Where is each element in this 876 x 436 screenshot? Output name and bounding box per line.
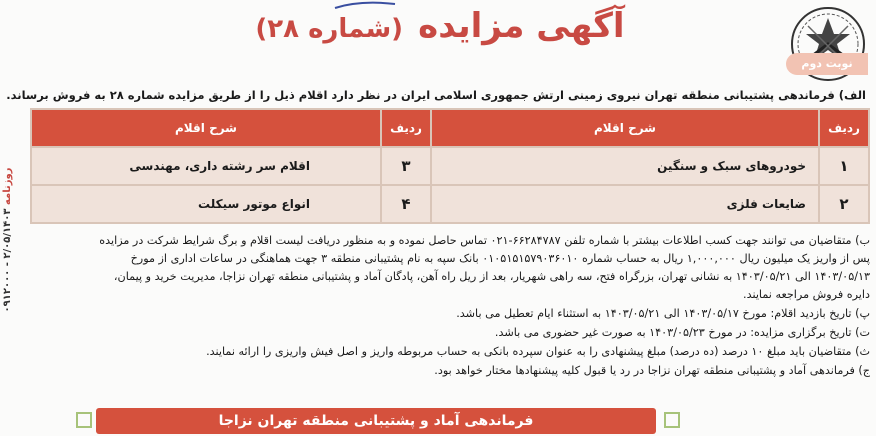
para-b-line-4: دایره فروش مراجعه نمایند. xyxy=(743,288,870,301)
para-t: ت) تاریخ برگزاری مزایده: در مورخ ۱۴۰۳/۰۵/۲۳ به صورت غیر حضوری می باشد. xyxy=(494,326,870,339)
row-1-no: ۱ xyxy=(820,148,868,184)
footer-deco-left xyxy=(76,412,92,428)
footer-deco-right xyxy=(664,412,680,428)
row-1-desc: خودروهای سبک و سنگین xyxy=(432,148,818,184)
items-table xyxy=(30,108,870,224)
para-j: ج) فرماندهی آماد و پشتیبانی منطقه تهران نزاجا در رد یا قبول کلیه پیشنهادها مختار خواهد بود. xyxy=(434,364,870,377)
footer-banner: فرماندهی آماد و پشتیبانی منطقه تهران نزاجا xyxy=(96,408,656,434)
para-b-line-2: پس از واریز یک میلیون ریال ۱,۰۰۰,۰۰۰ ریال به حساب شماره ۰۱۰۵۱۵۱۵۷۹۰۳۶۰۱۰ بانک سپه به نام پشتیبانی منطقه ۳ جهت هماهنگی در ساعات اداری از مورخ xyxy=(130,252,870,265)
row-4-desc: انواع موتور سیکلت xyxy=(32,186,380,222)
title-main: آگهی مزایده xyxy=(418,6,625,46)
header-row-no-2: ردیف xyxy=(382,110,430,146)
ad-title xyxy=(230,6,650,76)
para-b-line-3: ۱۴۰۳/۰۵/۱۳ الی ۱۴۰۳/۰۵/۲۱ به نشانی تهران، بزرگراه فتح، سه راهی شهریار، بعد از ریل راه آهن، پادگان آماد و پشتیبانی منطقه تهران نزاجا، مدیریت خرید و پیمان، xyxy=(113,270,870,283)
side-strip xyxy=(2,120,20,360)
header-row-no: ردیف xyxy=(820,110,868,146)
para-b-line-1: ب) متقاضیان می توانند جهت کسب اطلاعات بیشتر با شماره تلفن ۶۶۲۸۴۷۸۷-۰۲۱ تماس حاصل نموده و به منظور دریافت لیست اقلام و برگ شرایط شرکت در مزایده xyxy=(99,234,870,247)
title-number: (شماره ۲۸) xyxy=(255,14,404,44)
row-4-no: ۴ xyxy=(382,186,430,222)
intro-text: الف) فرماندهی پشتیبانی منطقه تهران نیروی زمینی ارتش جمهوری اسلامی ایران در نظر دارد اقلام ذیل را از طریق مزایده شماره ۲۸ به فروش برساند. xyxy=(6,88,866,102)
para-s: ث) متقاضیان باید مبلغ ۱۰ درصد (ده درصد) مبلغ پیشنهادی را به عنوان سپرده بانکی به حساب مربوطه واریز و اصل فیش واریزی را ارائه نمایند. xyxy=(206,345,870,358)
row-2-no: ۲ xyxy=(820,186,868,222)
round-badge: نوبت دوم xyxy=(786,53,868,75)
newspaper-brand: روزنامه xyxy=(2,167,13,206)
row-3-no: ۳ xyxy=(382,148,430,184)
row-2-desc: ضایعات فلزی xyxy=(432,186,818,222)
side-date: ۲/۰۵/۱۴۰۳ - ۰۹۱۲۰۰۰ xyxy=(2,208,13,313)
header-desc: شرح اقلام xyxy=(432,110,818,146)
row-3-desc: اقلام سر رشته داری، مهندسی xyxy=(32,148,380,184)
header-desc-2: شرح اقلام xyxy=(32,110,380,146)
para-p: پ) تاریخ بازدید اقلام: مورخ ۱۴۰۳/۰۵/۱۷ الی ۱۴۰۳/۰۵/۲۱ به استثناء ایام تعطیل می باشد. xyxy=(456,307,870,320)
